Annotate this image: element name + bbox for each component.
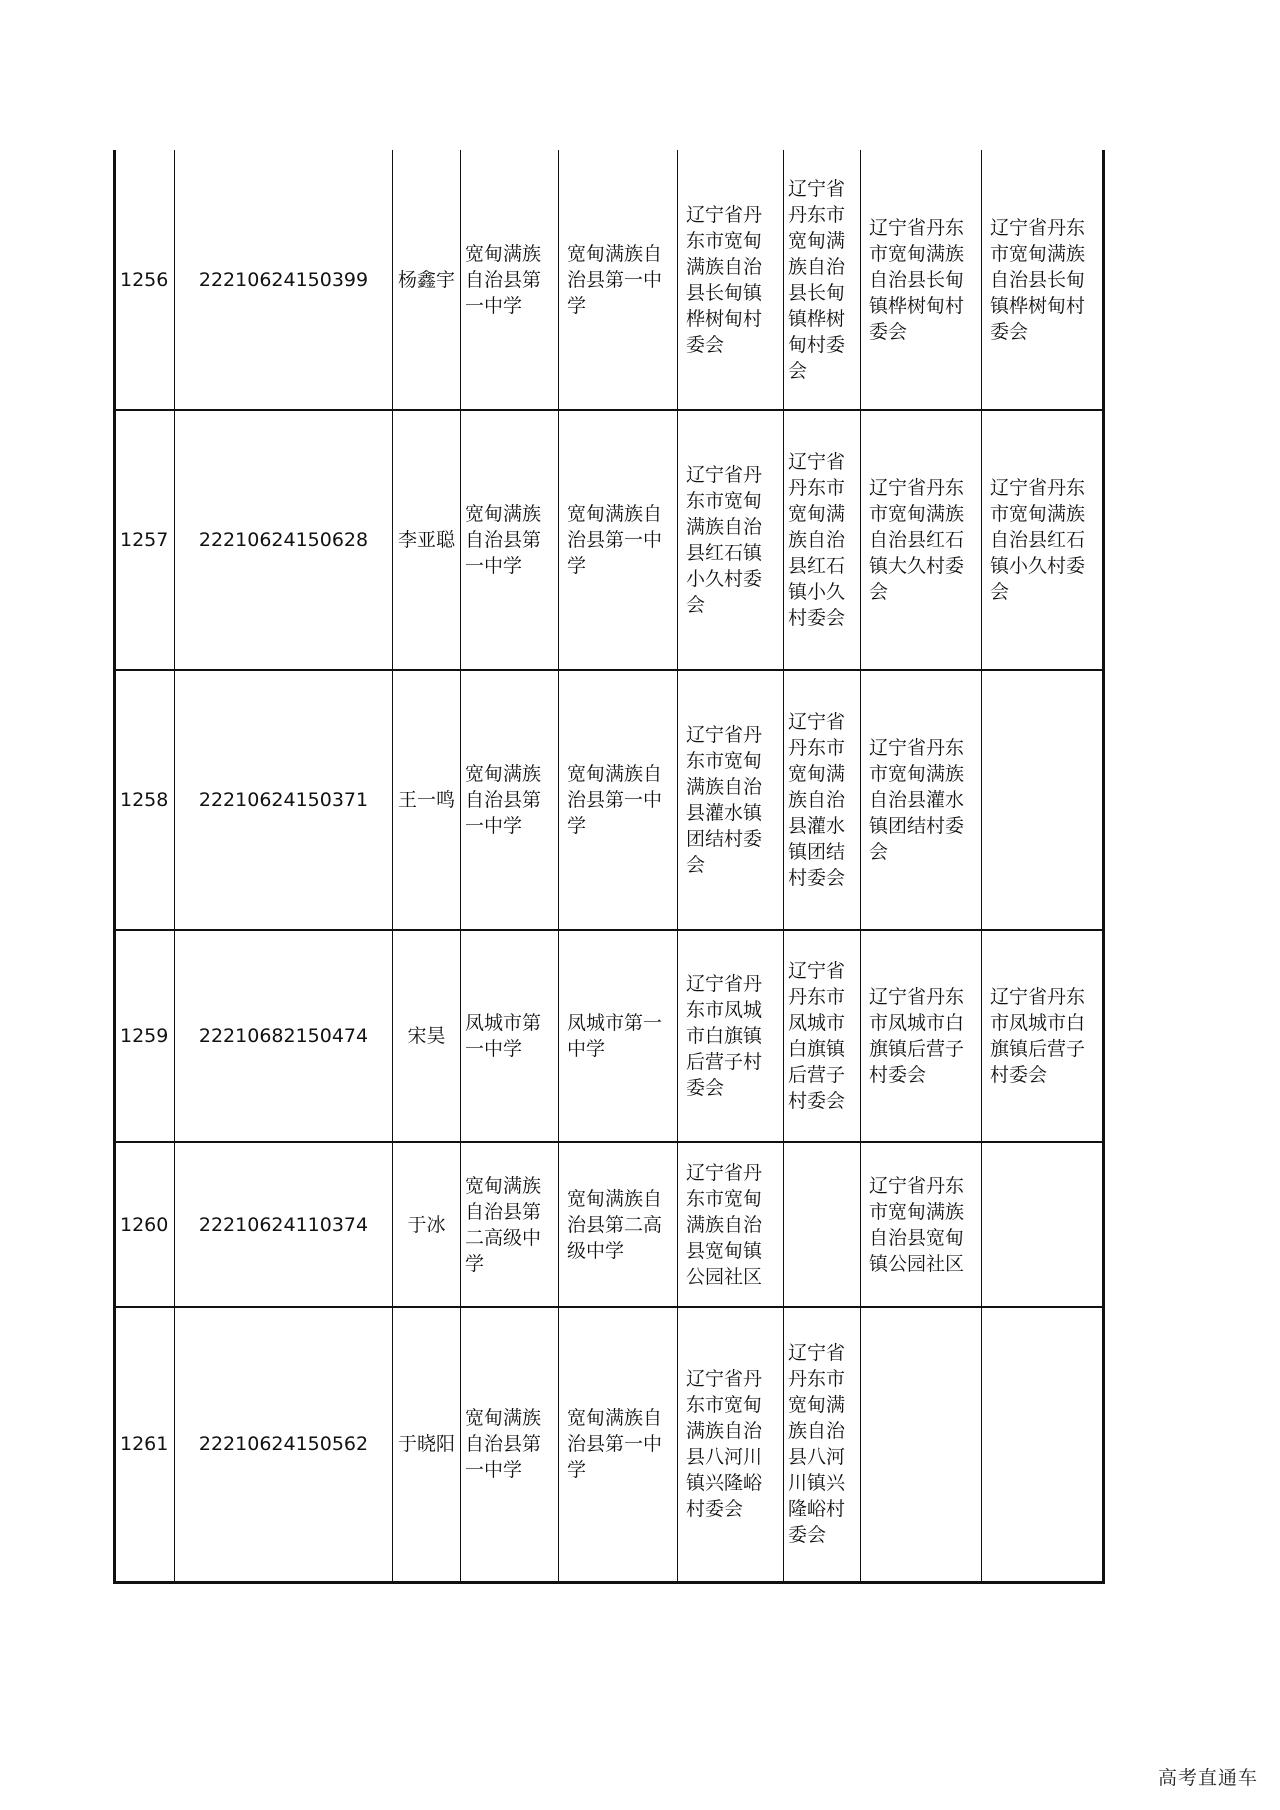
address-cell-2: 辽宁省丹东市凤城市白旗镇后营子村委会	[784, 930, 861, 1142]
row-number: 1261	[115, 1307, 175, 1582]
school-cell: 宽甸满族自治县第一中学	[461, 410, 559, 670]
school-cell: 凤城市第一中学	[461, 930, 559, 1142]
row-number: 1258	[115, 670, 175, 930]
watermark-text: 高考直通车	[1157, 1767, 1258, 1789]
address-cell-3	[861, 1307, 982, 1582]
table-row	[115, 1307, 1104, 1582]
address-cell-1: 辽宁省丹东市宽甸满族自治县八河川镇兴隆峪村委会	[678, 1307, 784, 1582]
graduation-school-cell: 宽甸满族自治县第一中学	[559, 150, 678, 410]
school-cell: 宽甸满族自治县第一中学	[461, 670, 559, 930]
row-number: 1259	[115, 930, 175, 1142]
candidate-name: 宋昊	[393, 930, 461, 1142]
table-row	[115, 930, 1104, 1142]
address-cell-3: 辽宁省丹东市宽甸满族自治县长甸镇桦树甸村委会	[861, 150, 982, 410]
candidate-name: 王一鸣	[393, 670, 461, 930]
address-cell-3: 辽宁省丹东市宽甸满族自治县宽甸镇公园社区	[861, 1142, 982, 1307]
table-row	[115, 670, 1104, 930]
school-cell: 宽甸满族自治县第一中学	[461, 1307, 559, 1582]
address-cell-2: 辽宁省丹东市宽甸满族自治县红石镇小久村委会	[784, 410, 861, 670]
graduation-school-cell: 凤城市第一中学	[559, 930, 678, 1142]
address-cell-1: 辽宁省丹东市宽甸满族自治县长甸镇桦树甸村委会	[678, 150, 784, 410]
candidate-id: 22210624150399	[175, 150, 393, 410]
candidate-name: 于晓阳	[393, 1307, 461, 1582]
row-number: 1256	[115, 150, 175, 410]
address-cell-4	[982, 1307, 1104, 1582]
graduation-school-cell: 宽甸满族自治县第一中学	[559, 410, 678, 670]
address-cell-4: 辽宁省丹东市宽甸满族自治县长甸镇桦树甸村委会	[982, 150, 1104, 410]
table-row	[115, 150, 1104, 410]
row-number: 1257	[115, 410, 175, 670]
address-cell-1: 辽宁省丹东市凤城市白旗镇后营子村委会	[678, 930, 784, 1142]
candidate-name: 于冰	[393, 1142, 461, 1307]
candidate-id: 22210624110374	[175, 1142, 393, 1307]
candidate-id: 22210682150474	[175, 930, 393, 1142]
address-cell-2: 辽宁省丹东市宽甸满族自治县长甸镇桦树甸村委会	[784, 150, 861, 410]
school-cell: 宽甸满族自治县第一中学	[461, 150, 559, 410]
address-cell-1: 辽宁省丹东市宽甸满族自治县灌水镇团结村委会	[678, 670, 784, 930]
graduation-school-cell: 宽甸满族自治县第一中学	[559, 670, 678, 930]
address-cell-2: 辽宁省丹东市宽甸满族自治县八河川镇兴隆峪村委会	[784, 1307, 861, 1582]
address-cell-4: 辽宁省丹东市凤城市白旗镇后营子村委会	[982, 930, 1104, 1142]
address-cell-2	[784, 1142, 861, 1307]
graduation-school-cell: 宽甸满族自治县第二高级中学	[559, 1142, 678, 1307]
candidate-name: 杨鑫宇	[393, 150, 461, 410]
address-cell-3: 辽宁省丹东市凤城市白旗镇后营子村委会	[861, 930, 982, 1142]
candidate-id: 22210624150371	[175, 670, 393, 930]
row-number: 1260	[115, 1142, 175, 1307]
table-row	[115, 1142, 1104, 1307]
candidate-name: 李亚聪	[393, 410, 461, 670]
address-cell-4: 辽宁省丹东市宽甸满族自治县红石镇小久村委会	[982, 410, 1104, 670]
address-cell-4	[982, 1142, 1104, 1307]
address-cell-2: 辽宁省丹东市宽甸满族自治县灌水镇团结村委会	[784, 670, 861, 930]
address-cell-3: 辽宁省丹东市宽甸满族自治县灌水镇团结村委会	[861, 670, 982, 930]
candidate-table	[113, 150, 1105, 1584]
candidate-id: 22210624150562	[175, 1307, 393, 1582]
address-cell-3: 辽宁省丹东市宽甸满族自治县红石镇大久村委会	[861, 410, 982, 670]
address-cell-1: 辽宁省丹东市宽甸满族自治县红石镇小久村委会	[678, 410, 784, 670]
school-cell: 宽甸满族自治县第二高级中学	[461, 1142, 559, 1307]
table-row	[115, 410, 1104, 670]
candidate-id: 22210624150628	[175, 410, 393, 670]
address-cell-4	[982, 670, 1104, 930]
graduation-school-cell: 宽甸满族自治县第一中学	[559, 1307, 678, 1582]
address-cell-1: 辽宁省丹东市宽甸满族自治县宽甸镇公园社区	[678, 1142, 784, 1307]
